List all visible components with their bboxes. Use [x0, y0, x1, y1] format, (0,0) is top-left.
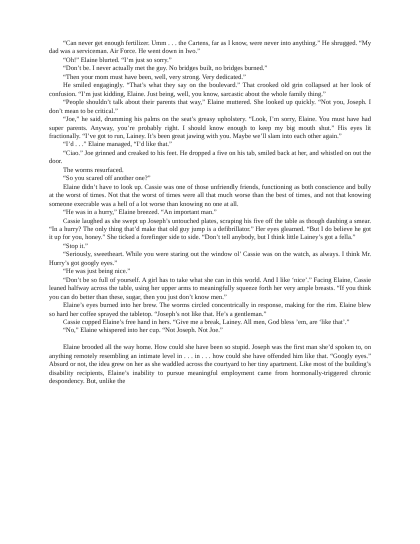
paragraph: “He was in a hurry,” Elaine breezed. “An important man.” [63, 209, 217, 217]
document-page [49, 40, 371, 387]
paragraph: “Ciao.” Joe grinned and creaked to his feet. He dropped a five on his tab, smiled back at her, and whistled on out the door. [49, 149, 371, 166]
paragraph: “Can never get enough fertilizer. Umm . . . the Cartens, far as I know, were never into anything.” He shrugged. “My dad was a serviceman. Air Force. He went down in Iwo.” [49, 40, 371, 56]
paragraph: Elaine didn’t have to look up. Cassie was one of those unfriendly friends, functioning as both conscience and bully at the worst of times. Not that the worst of times were all that much worse than the best of times, and not that knowing someone execrable was a hell of a lot worse than knowing no one at all. [49, 183, 371, 208]
paragraph: Cassie laughed as she swept up Joseph’s untouched plates, scraping his five off the table as though daubing a smear. “In a hurry? The only thing that’d make that old guy jump is a defibrillator.” Her eyes gleamed. “But I do believe he got it up for you, honey.” She ticked a forefinger side to side. “Don’t tell anybody, but I think little Lainey’s got a fella.” [49, 217, 371, 242]
paragraph: Elaine’s eyes burned into her brew. The worms circled concentrically in response, making for the rim. Elaine blew so hard her coffee sprayed the tabletop. “Joseph’s not like that. He’s a gentleman.” [49, 302, 371, 318]
paragraph: The worms resurfaced. [63, 166, 124, 174]
paragraph: “I’d . . .” Elaine managed, “I’d like that.” [63, 141, 172, 149]
paragraph: “No,” Elaine whispered into her cup. “Not Joseph. Not Joe.” [63, 327, 223, 335]
paragraph: “Don’t be so full of yourself. A girl has to take what she can in this world. And I like ‘nice’.” Facing Elaine, Cassie leaned halfway across the table, using her upper arms to meaningfully squeeze forth her very ample breasts. “If you think you can do better than these, sugar, then you just don’t know men.” [49, 276, 371, 301]
paragraph: Elaine brooded all the way home. How could she have been so stupid. Joseph was the first man she’d spoken to, on anything remotely resembling an intimate level in . . . in . . . how could she have offended him like that. “Googly eyes.” Absurd or not, the idea grew on her as she waddled across the courtyard to her tiny apartment. Like most of the building’s disability recipients, Elaine’s inability to pursue meaningful employment came from hormonally-triggered chronic despondency. But, unlike the [49, 344, 371, 386]
paragraph: “Stop it.” [63, 242, 88, 250]
paragraph: “Don’t be. I never actually met the guy. No bridges built, no bridges burned.” [63, 65, 268, 73]
paragraph: “Joe,” he said, drumming his palms on the seat’s greasy upholstery. “Look, I’m sorry, Elaine. You must have had super parents. Anyway, you’re probably right. I should know enough to keep my big mouth shut.” His eyes lit fractionally. “I’ve got to run, Lainey. It’s been great jawing with you. Maybe we’ll slam into each other again.” [49, 116, 371, 140]
paragraph: “Then your mom must have been, well, very strong. Very dedicated.” [63, 73, 246, 81]
paragraph: “Seriously, sweetheart. While you were staring out the window ol’ Cassie was on the watch, as always. I think Mr. Hurry’s got googly eyes.” [49, 251, 371, 267]
paragraph: “People shouldn’t talk about their parents that way,” Elaine muttered. She looked up quickly. “Not you, Joseph. I don’t mean to be critical.” [49, 99, 371, 115]
paragraph: “He was just being nice.” [63, 268, 131, 276]
paragraph: “Oh!” Elaine blurted. “I’m just so sorry.” [63, 56, 172, 64]
paragraph: “So you scared off another one?” [63, 175, 151, 183]
paragraph: Cassie cupped Elaine’s free hand in hers. “Give me a break, Lainey. All men, God bless ’em, are ‘like that’.” [63, 318, 350, 326]
paragraph: He smiled engagingly. “That’s what they say on the boulevard.” That crooked old grin collapsed at her look of confusion. “I’m just kidding, Elaine. Just being, well, you know, sarcastic about the whole family thing.” [49, 82, 371, 98]
